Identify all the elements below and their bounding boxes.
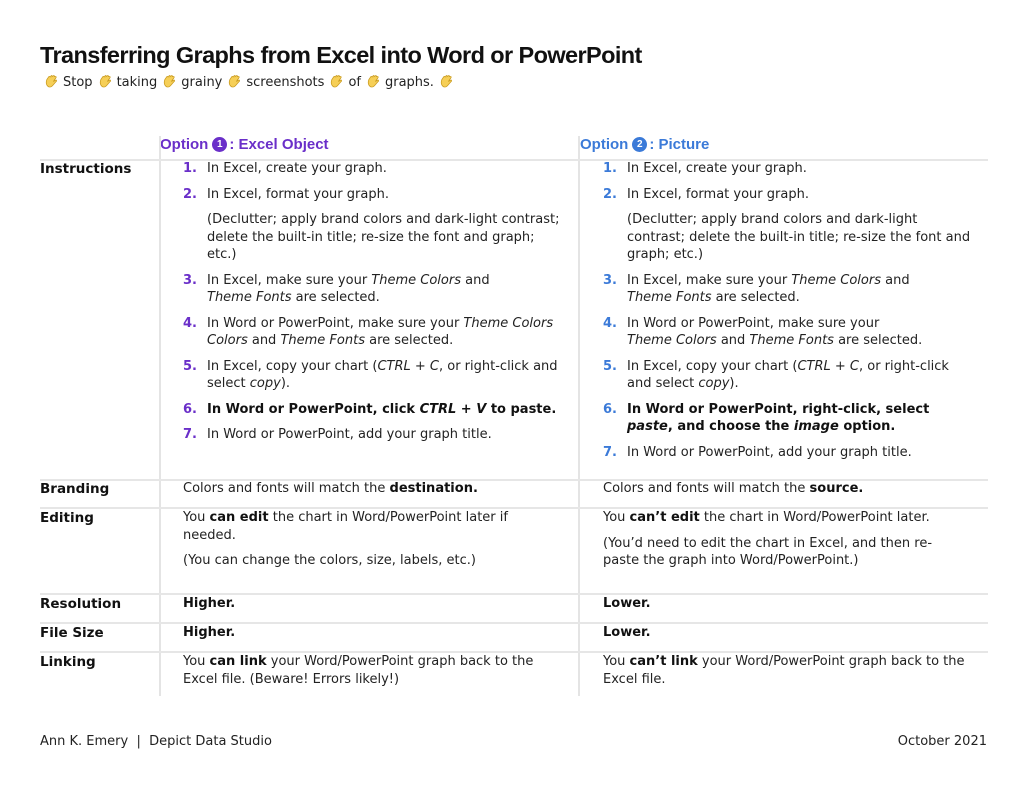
column-header-suffix: : Picture <box>649 136 710 153</box>
number-badge: 1 <box>212 137 227 152</box>
resolution-option-2: Lower. <box>603 596 651 611</box>
clapping-hands-icon <box>162 74 177 89</box>
row-label-linking: Linking <box>40 654 96 670</box>
step-item: 5. In Excel, copy your chart (CTRL + C, or right-click and select copy). <box>603 358 949 391</box>
file-size-option-2: Lower. <box>603 625 651 640</box>
row-label-branding: Branding <box>40 481 110 497</box>
page-title: Transferring Graphs from Excel into Word or PowerPoint <box>40 42 642 68</box>
row-label-resolution: Resolution <box>40 596 122 612</box>
clapping-hands-icon <box>329 74 344 89</box>
column-divider <box>159 136 161 696</box>
column-header-prefix: Option <box>580 136 629 153</box>
step-item: 4. In Word or PowerPoint, make sure your Theme Colors and Theme Fonts are selected. <box>603 315 923 348</box>
subtitle-word: graphs. <box>384 75 434 90</box>
editing-option-1: You can edit the chart in Word/PowerPoint later if needed. (You can change the colors, size, labels, etc.) <box>183 509 558 570</box>
step-item: 1. In Excel, create your graph. <box>183 161 387 176</box>
clapping-hands-icon <box>366 74 381 89</box>
step-item: 7. In Word or PowerPoint, add your graph title. <box>603 444 912 460</box>
subtitle-word: of <box>348 75 361 90</box>
subtitle-word: grainy <box>181 75 223 90</box>
step-item: 3. In Excel, make sure your Theme Colors and Theme Fonts are selected. <box>603 272 910 305</box>
column-header-option-1 <box>160 136 329 153</box>
footer-author: Ann K. Emery | Depict Data Studio <box>40 734 272 749</box>
subtitle-word: taking <box>116 75 158 90</box>
subtitle-word: screenshots <box>246 75 325 90</box>
row-label-file-size: File Size <box>40 625 104 641</box>
clapping-hands-icon <box>439 74 454 89</box>
column-header-option-2 <box>580 136 709 153</box>
linking-option-2: You can’t link your Word/PowerPoint graph back to the Excel file. <box>603 654 965 687</box>
row-label-editing: Editing <box>40 510 94 526</box>
step-item: 1. In Excel, create your graph. <box>603 161 807 176</box>
column-header-suffix: : Excel Object <box>229 136 329 153</box>
step-item: 7. In Word or PowerPoint, add your graph title. <box>183 427 492 442</box>
step-item: 6. In Word or PowerPoint, right-click, select paste, and choose the image option. <box>603 401 930 434</box>
instructions-option-1 <box>183 160 563 444</box>
step-note: (Declutter; apply brand colors and dark-light contrast; delete the built-in title; re-size the font and graph; etc.) <box>207 212 560 262</box>
instructions-option-2 <box>603 160 973 461</box>
subtitle-word: Stop <box>63 75 93 90</box>
file-size-option-1: Higher. <box>183 625 236 640</box>
step-item: 5. In Excel, copy your chart (CTRL + C, or right-click and select copy). <box>183 358 558 391</box>
clapping-hands-icon <box>227 74 242 89</box>
row-label-instructions: Instructions <box>40 161 132 177</box>
linking-option-1: You can link your Word/PowerPoint graph back to the Excel file. (Beware! Errors likely!) <box>183 654 534 687</box>
resolution-option-1: Higher. <box>183 596 236 611</box>
editing-note: (You can change the colors, size, labels, etc.) <box>183 553 476 568</box>
editing-note: (You’d need to edit the chart in Excel, and then re-paste the graph into Word/PowerPoint.) <box>603 535 933 568</box>
branding-option-2: Colors and fonts will match the source. <box>603 481 864 496</box>
subtitle <box>40 75 458 90</box>
step-item: 6. In Word or PowerPoint, click CTRL + V to paste. <box>183 401 557 417</box>
clapping-hands-icon <box>98 74 113 89</box>
step-item: 4. In Word or PowerPoint, make sure your Theme Colors Colors and Theme Fonts are selected. <box>183 315 554 348</box>
step-note: (Declutter; apply brand colors and dark-light contrast; delete the built-in title; re-size the font and graph; etc.) <box>627 212 971 262</box>
clapping-hands-icon <box>44 74 59 89</box>
editing-option-2: You can’t edit the chart in Word/PowerPoint later. (You’d need to edit the chart in Excel, and then re-paste the graph into Word/PowerPoint.) <box>603 509 963 570</box>
number-badge: 2 <box>632 137 647 152</box>
column-header-prefix: Option <box>160 136 209 153</box>
branding-option-1: Colors and fonts will match the destination. <box>183 481 478 496</box>
column-divider <box>578 136 580 696</box>
step-item: 2. In Excel, format your graph. <box>603 186 809 202</box>
step-item: 2. In Excel, format your graph. <box>183 186 389 202</box>
step-item: 3. In Excel, make sure your Theme Colors and Theme Fonts are selected. <box>183 272 490 305</box>
footer-date: October 2021 <box>897 734 987 749</box>
